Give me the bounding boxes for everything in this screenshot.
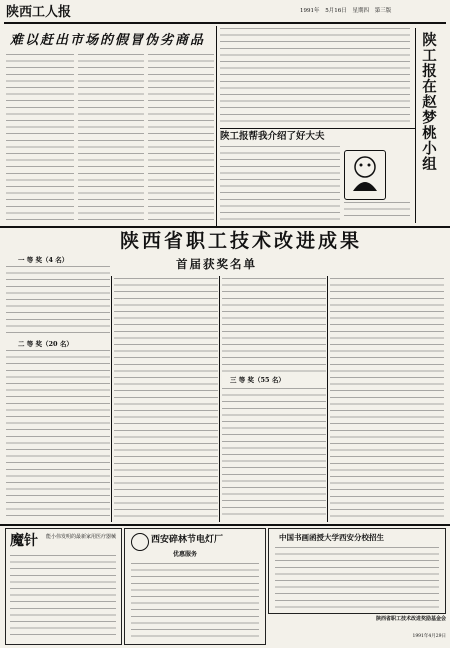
- awards-divider-3: [327, 276, 328, 522]
- vertical-title-divider: [415, 28, 416, 223]
- article-doctor-body: [220, 146, 340, 222]
- ad-magic-needle: [5, 528, 122, 645]
- masthead-logo: 陕西工人报: [6, 5, 72, 20]
- first-prize-list: [6, 266, 110, 338]
- third-prize-list-col1: [222, 388, 326, 520]
- ad-lamp-factory: [124, 528, 266, 645]
- cartoon-caption: [344, 202, 410, 222]
- awards-banner-subtitle: 首届获奖名单: [176, 257, 257, 271]
- article-column-3: [148, 54, 214, 224]
- ad1-slogan: 能小伟发明的最新家用医疗器械: [46, 534, 117, 540]
- article-zhaomengtao-body: [220, 28, 410, 126]
- cartoon-illustration: [344, 150, 386, 200]
- awards-divider-2: [219, 276, 220, 522]
- vertical-title: 陕工报在赵梦桃小组: [420, 32, 437, 172]
- awards-top-rule: [0, 226, 450, 228]
- ad2-subtitle: 优惠服务: [173, 551, 198, 558]
- second-prize-list-col1: [6, 350, 110, 520]
- sub-rule: [220, 128, 415, 129]
- awards-banner-title: 陕西省职工技术改进成果: [120, 230, 363, 252]
- first-prize-heading: 一 等 奖（4 名）: [18, 256, 69, 264]
- ad1-title: 魔针: [10, 533, 38, 549]
- second-prize-heading: 二 等 奖（20 名）: [18, 340, 73, 348]
- ad-calligraphy-school: [268, 528, 446, 614]
- issue-date: 1991年 5月16日 星期四 第三版: [300, 8, 392, 14]
- header-rule: [4, 22, 446, 24]
- ad2-body: [131, 563, 259, 637]
- third-prize-heading: 三 等 奖（55 名）: [230, 376, 285, 384]
- column-divider: [216, 26, 217, 226]
- cartoon-icon: [345, 151, 385, 199]
- article-column-1: [6, 54, 74, 224]
- sub-headline-doctor: 陕工报帮我介绍了好大夫: [220, 131, 325, 142]
- ad2-title: 西安碎林节电灯厂: [151, 535, 224, 545]
- ad3-title: 中国书画函授大学西安分校招生: [279, 533, 384, 542]
- second-prize-list-col2: [114, 278, 218, 520]
- article-column-2: [78, 54, 144, 224]
- footer-date: 1991年4月29日: [412, 634, 446, 639]
- second-prize-list-col3: [222, 278, 326, 373]
- ads-top-rule: [0, 524, 450, 526]
- ad1-body: [10, 555, 116, 639]
- footer-organization: 陕西省职工技术改进奖励基金会: [375, 616, 446, 622]
- factory-logo-icon: [131, 533, 149, 551]
- third-prize-list-col2: [330, 278, 444, 520]
- awards-divider-1: [111, 276, 112, 522]
- ad3-body: [275, 547, 439, 609]
- headline-fake-goods: 难以赶出市场的假冒伪劣商品: [10, 33, 206, 48]
